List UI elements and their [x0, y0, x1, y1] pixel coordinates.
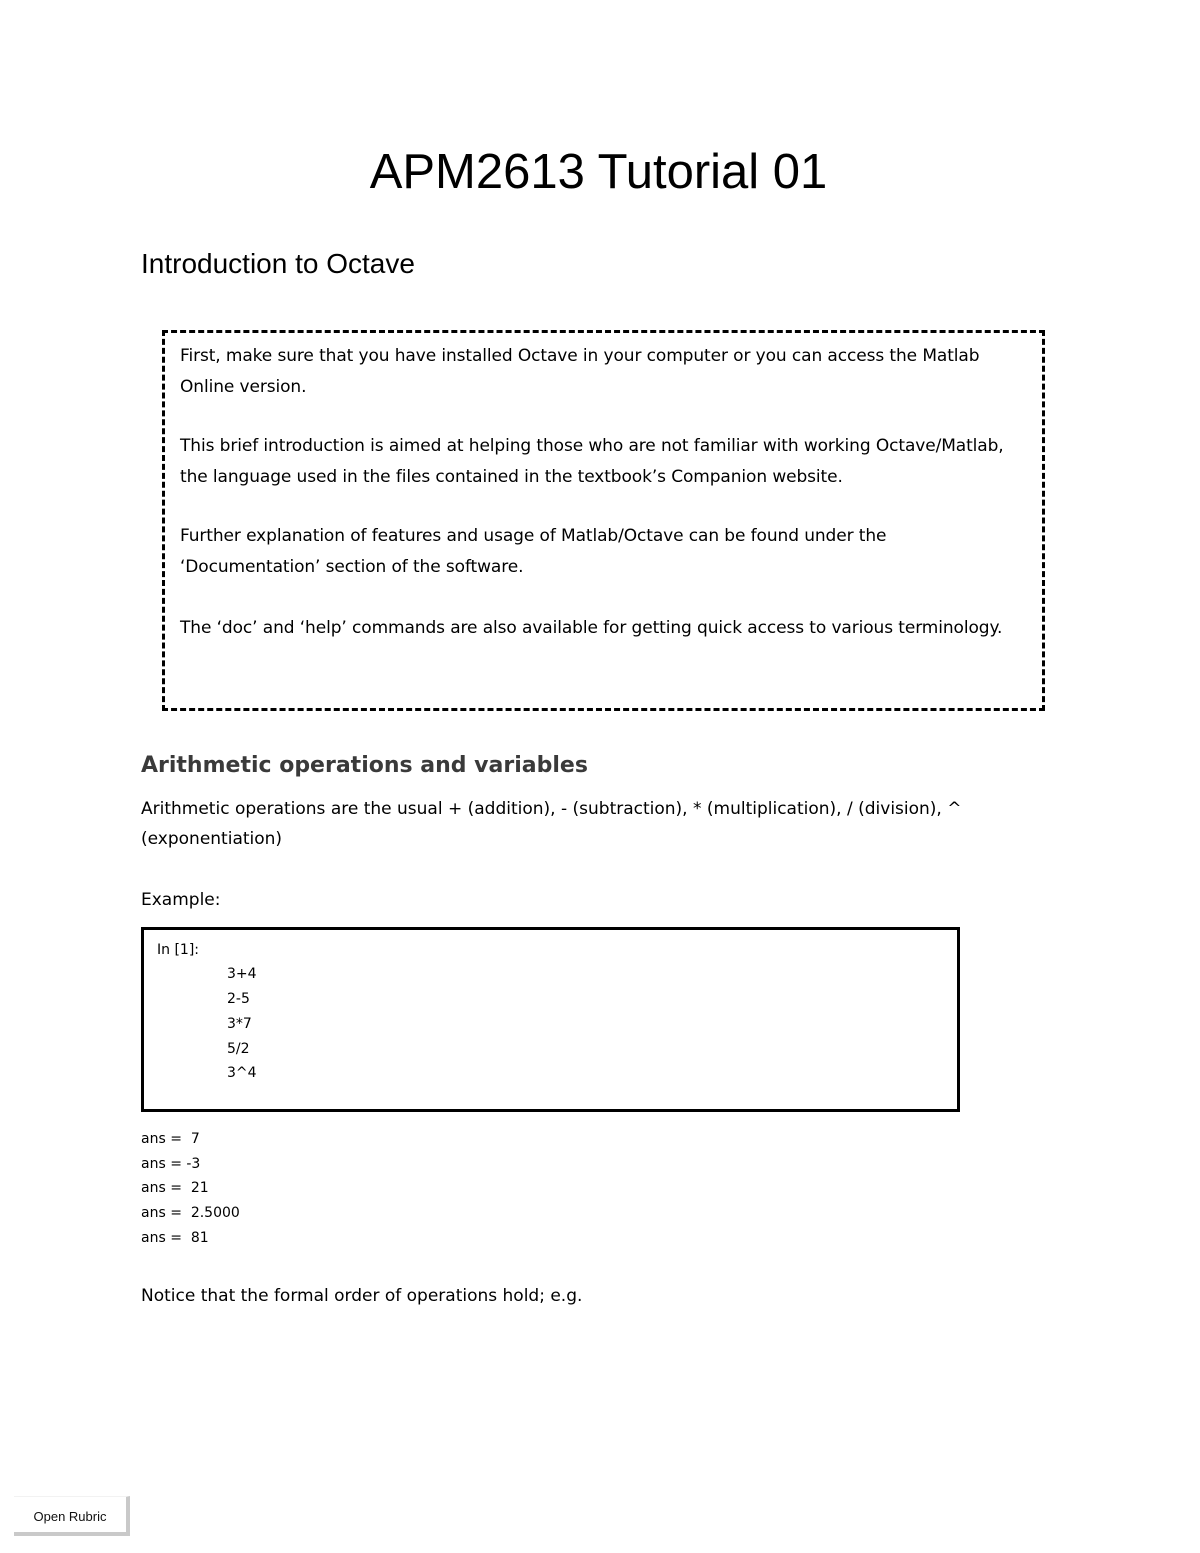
arithmetic-description: Arithmetic operations are the usual + (addition), - (subtraction), * (multiplication), / (division), ^ (exponentiation) [141, 799, 962, 849]
intro-paragraph: First, make sure that you have installed Octave in your computer or you can access the Matlab Online version. [180, 346, 980, 397]
section-heading: Introduction to Octave [141, 248, 415, 279]
intro-note-box [162, 330, 1045, 711]
code-line: 3+4 [227, 966, 257, 982]
output-line: ans = 7 [141, 1131, 200, 1147]
arithmetic-subheading: Arithmetic operations and variables [141, 753, 588, 778]
code-line: 3*7 [227, 1016, 252, 1032]
open-rubric-button[interactable]: Open Rubric [14, 1496, 130, 1536]
code-line: 2-5 [227, 991, 250, 1007]
output-line: ans = 81 [141, 1230, 209, 1246]
intro-paragraph: This brief introduction is aimed at helping those who are not familiar with working Octave/Matlab, the language used in the files contained in the textbook’s Companion website. [180, 436, 1004, 487]
code-example-box [141, 927, 960, 1112]
code-prompt: In [1]: [157, 942, 199, 958]
output-line: ans = 2.5000 [141, 1205, 240, 1221]
output-line: ans = 21 [141, 1180, 209, 1196]
notice-text: Notice that the formal order of operations hold; e.g. [141, 1286, 583, 1306]
code-line: 3^4 [227, 1065, 257, 1081]
output-line: ans = -3 [141, 1156, 201, 1172]
intro-paragraph: The ‘doc’ and ‘help’ commands are also available for getting quick access to various terminology. [180, 618, 1003, 638]
page-title: APM2613 Tutorial 01 [369, 145, 828, 199]
example-label: Example: [141, 890, 221, 910]
intro-paragraph: Further explanation of features and usage of Matlab/Octave can be found under the ‘Documentation’ section of the software. [180, 526, 887, 577]
code-line: 5/2 [227, 1041, 250, 1057]
